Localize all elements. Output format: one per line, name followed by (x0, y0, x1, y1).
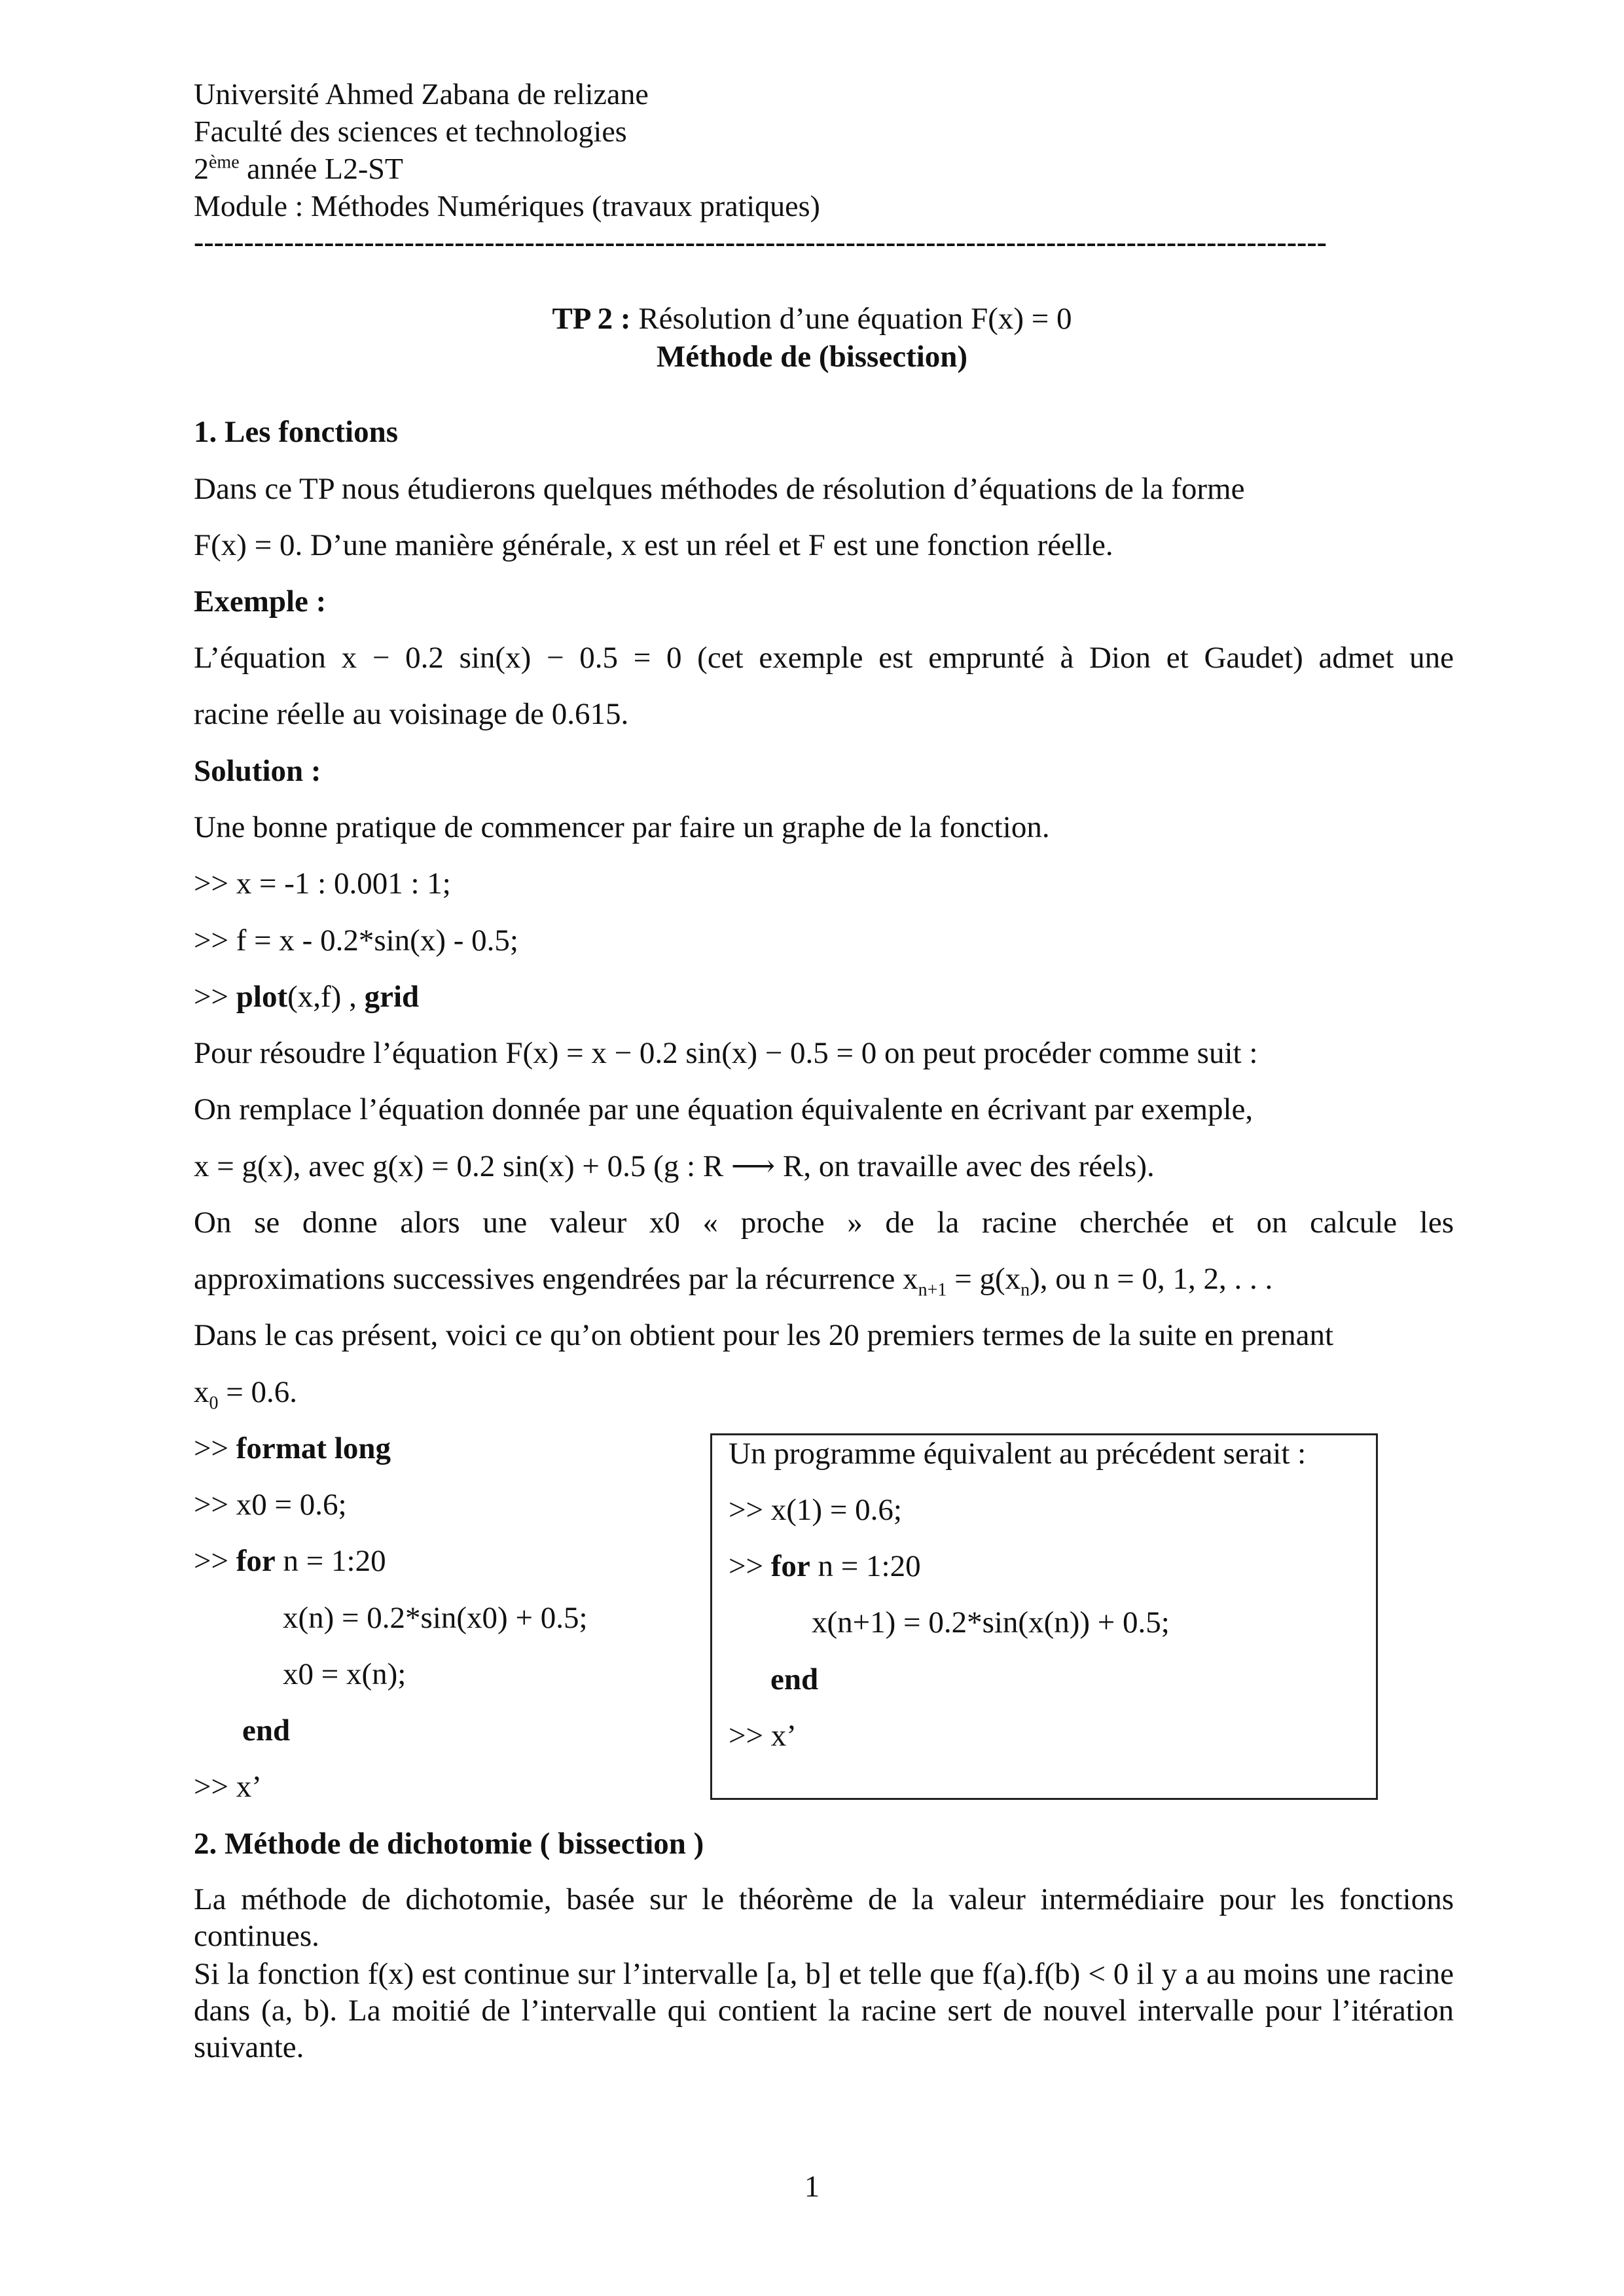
tp-title (0, 300, 1624, 338)
recurrence-mid: = g(x (947, 1262, 1021, 1296)
grid-keyword: grid (364, 980, 420, 1014)
plot-args: (x,f) , (287, 980, 365, 1014)
for-range: n = 1:20 (275, 1544, 386, 1578)
x0-line (194, 1373, 298, 1414)
resoudre-line: Pour résoudre l’équation F(x) = x − 0.2 sin(x) − 0.5 = 0 on peut procéder comme suit : (194, 1036, 1258, 1070)
box-code-display: >> x’ (729, 1719, 797, 1753)
code-left-x0: >> x0 = 0.6; (194, 1488, 347, 1522)
box-title: Un programme équivalent au précédent serait : (729, 1437, 1307, 1471)
university-name: Université Ahmed Zabana de relizane (194, 77, 649, 111)
code-prompt: >> (194, 980, 236, 1014)
recurrence-line (194, 1260, 1272, 1298)
plot-keyword: plot (236, 980, 288, 1014)
section2-heading: 2. Méthode de dichotomie ( bissection ) (194, 1827, 704, 1861)
code-line-f: >> f = x - 0.2*sin(x) - 0.5; (194, 924, 518, 958)
year-number: 2 (194, 152, 209, 185)
tp-text: Résolution d’une équation F(x) = 0 (630, 302, 1072, 336)
x0-sub: 0 (209, 1393, 219, 1414)
intro-line-2: F(x) = 0. D’une manière générale, x est un réel et F est une fonction réelle. (194, 528, 1113, 562)
code-left-prompt: >> (194, 1431, 236, 1465)
code-left-format (194, 1429, 391, 1467)
section1-heading: 1. Les fonctions (194, 415, 399, 449)
code-left-display: >> x’ (194, 1770, 262, 1804)
recurrence-post: ), ou n = 0, 1, 2, . . . (1030, 1262, 1273, 1296)
code-left-end: end (242, 1713, 291, 1748)
remplace-line: On remplace l’équation donnée par une équation équivalente en écrivant par exemple, (194, 1092, 1254, 1126)
solution-label: Solution : (194, 754, 321, 788)
code-left-body-1: x(n) = 0.2*sin(x0) + 0.5; (283, 1601, 588, 1635)
exemple-line-2: racine réelle au voisinage de 0.615. (194, 697, 629, 731)
module-line: Module : Méthodes Numériques (travaux pratiques) (194, 189, 820, 223)
box-code-init: >> x(1) = 0.6; (729, 1493, 902, 1527)
section2-paragraph-2: Si la fonction f(x) est continue sur l’intervalle [a, b] et telle que f(a).f(b) < 0 il y a au moins une racine dans (a, b). La moitié de l’intervalle qui contient la racine sert de nouvel intervalle pour l’itération suivante. (194, 1957, 1454, 2064)
code-left-for (194, 1542, 386, 1580)
intro-line-1: Dans ce TP nous étudierons quelques méthodes de résolution d’équations de la forme (194, 472, 1245, 506)
code-line-x: >> x = -1 : 0.001 : 1; (194, 867, 451, 901)
box-prompt: >> (729, 1549, 771, 1583)
tp-label: TP 2 : (552, 302, 631, 336)
code-left-body-2: x0 = x(n); (283, 1657, 406, 1691)
box-code-body: x(n+1) = 0.2*sin(x(n)) + 0.5; (812, 1605, 1170, 1640)
page-number: 1 (804, 2170, 820, 2204)
year-superscript: ème (209, 152, 240, 173)
faculty-name: Faculté des sciences et technologies (194, 115, 627, 148)
exemple-label: Exemple : (194, 584, 327, 619)
solution-line: Une bonne pratique de commencer par faire un graphe de la fonction. (194, 810, 1050, 844)
x0-post: = 0.6. (218, 1375, 298, 1409)
exemple-line-1: L’équation x − 0.2 sin(x) − 0.5 = 0 (cet exemple est emprunté à Dion et Gaudet) admet une (194, 641, 1454, 675)
box-code-for (729, 1547, 921, 1585)
box-code-end: end (770, 1662, 819, 1696)
recurrence-sub-n1: n+1 (918, 1280, 947, 1300)
code-left-prompt: >> (194, 1544, 236, 1578)
recurrence-sub-n: n (1020, 1280, 1030, 1300)
header-separator: ----------------------------------------------------------------------------------------------------------------- (194, 225, 1327, 259)
box-for-range: n = 1:20 (810, 1549, 921, 1583)
donne-line: On se donne alors une valeur x0 « proche » de la racine cherchée et on calcule les (194, 1206, 1454, 1240)
x0-pre: x (194, 1375, 209, 1409)
cas-present-line: Dans le cas présent, voici ce qu’on obtient pour les 20 premiers termes de la suite en prenant (194, 1318, 1334, 1352)
g-definition-line: x = g(x), avec g(x) = 0.2 sin(x) + 0.5 (g : R ⟶ R, on travaille avec des réels). (194, 1149, 1155, 1183)
for-keyword: for (236, 1544, 276, 1578)
code-line-plot (194, 978, 419, 1016)
recurrence-pre: approximations successives engendrées par la récurrence x (194, 1262, 918, 1296)
format-long-keyword: format long (236, 1431, 391, 1465)
box-for-keyword: for (770, 1549, 810, 1583)
method-subtitle: Méthode de (bissection) (656, 340, 968, 374)
year-rest: année L2-ST (239, 152, 403, 185)
year-line (194, 151, 403, 187)
section2-paragraph-1: La méthode de dichotomie, basée sur le théorème de la valeur intermédiaire pour les fonctions continues. (194, 1882, 1454, 1953)
